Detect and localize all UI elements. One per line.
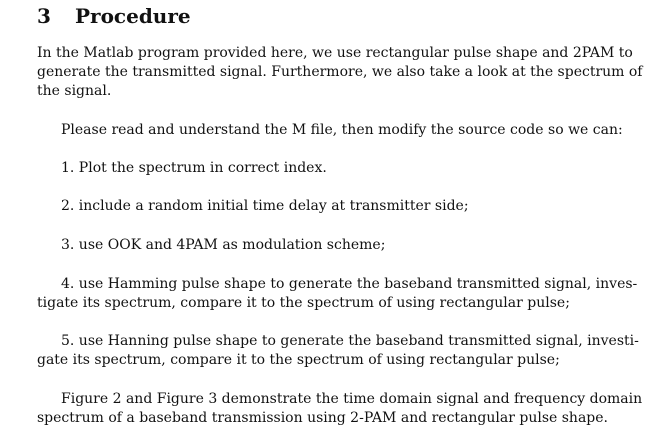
intro-paragraph xyxy=(37,44,643,101)
section-title: Procedure xyxy=(75,4,191,28)
section-number: 3 xyxy=(37,4,51,28)
task-item-5-line: gate its spectrum, compare it to the spectrum of using rectangular pulse; xyxy=(37,352,560,368)
task-item-5 xyxy=(37,332,639,370)
closing-line: Figure 2 and Figure 3 demonstrate the time domain signal and frequency domain xyxy=(61,391,643,407)
intro-line: the signal. xyxy=(37,83,112,99)
intro-line: In the Matlab program provided here, we use rectangular pulse shape and 2PAM to xyxy=(37,45,633,61)
task-item-5-line: 5. use Hanning pulse shape to generate the baseband transmitted signal, investi- xyxy=(61,333,639,349)
task-item-4-line: tigate its spectrum, compare it to the spectrum of using rectangular pulse; xyxy=(37,295,570,311)
intro-line: generate the transmitted signal. Furthermore, we also take a look at the spectrum of xyxy=(37,64,643,80)
task-item-4-line: 4. use Hamming pulse shape to generate the baseband transmitted signal, inves- xyxy=(61,276,638,292)
task-item-3: 3. use OOK and 4PAM as modulation scheme; xyxy=(61,237,386,253)
instruction-paragraph: Please read and understand the M file, then modify the source code so we can: xyxy=(61,122,623,138)
task-item-1: 1. Plot the spectrum in correct index. xyxy=(61,160,327,176)
closing-paragraph xyxy=(37,390,643,428)
task-item-4 xyxy=(37,275,638,313)
closing-line: spectrum of a baseband transmission using 2-PAM and rectangular pulse shape. xyxy=(37,410,608,426)
task-item-2: 2. include a random initial time delay at transmitter side; xyxy=(61,198,469,214)
section-heading xyxy=(37,3,191,29)
